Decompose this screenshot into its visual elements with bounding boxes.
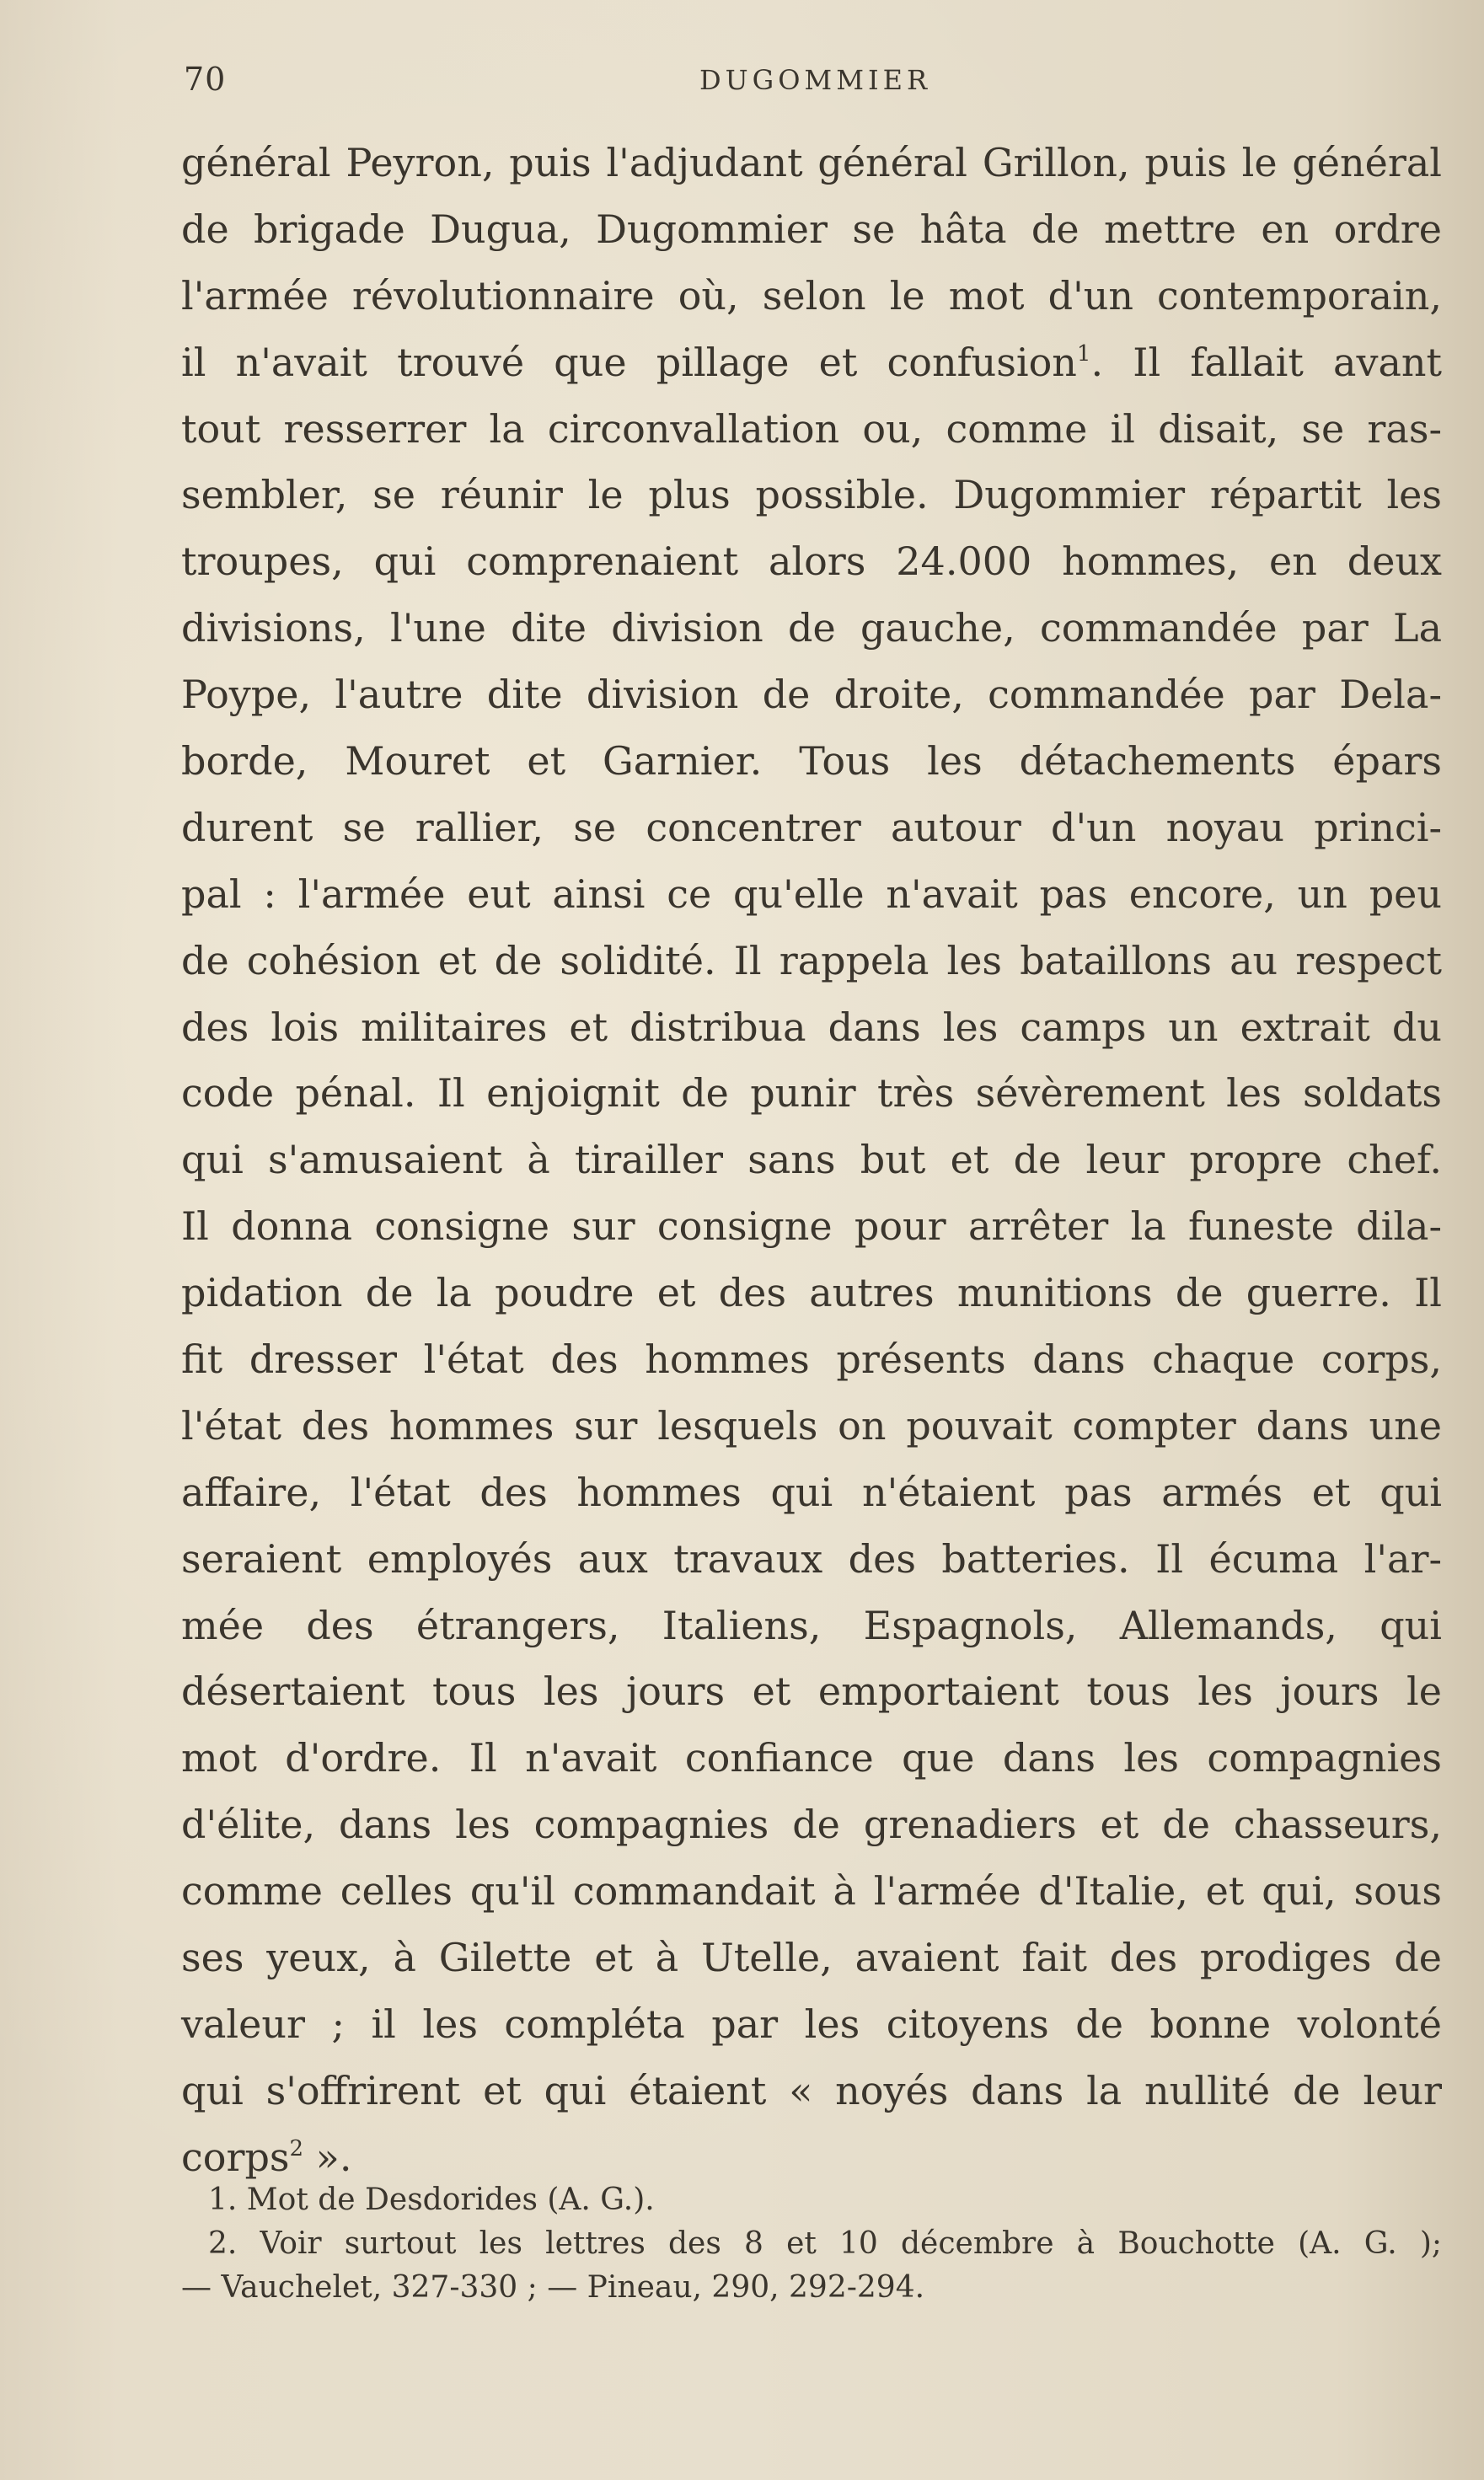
text-line: désertaient tous les jours et emportaient tous les jours le	[181, 1669, 1442, 1715]
text-line: de brigade Dugua, Dugommier se hâta de mettre en ordre	[181, 206, 1442, 252]
running-title: DUGOMMIER	[699, 64, 932, 96]
text-line: valeur ; il les compléta par les citoyens de bonne volonté	[181, 2001, 1442, 2047]
footnote-ref-1: 1	[1076, 340, 1091, 367]
text-line-start: il n'avait trouvé que pillage et confusion	[181, 339, 1077, 385]
text-line: Poype, l'autre dite division de droite, commandée par Dela-	[181, 672, 1442, 718]
text-line: code pénal. Il enjoignit de punir très sévèrement les soldats	[181, 1070, 1442, 1117]
text-line: pidation de la poudre et des autres munitions de guerre. Il	[181, 1270, 1442, 1316]
text-line: affaire, l'état des hommes qui n'étaient pas armés et qui	[181, 1469, 1442, 1515]
text-line-tail: . Il fallait avant	[1090, 339, 1442, 385]
text-line: ses yeux, à Gilette et à Utelle, avaient fait des prodiges de	[181, 1935, 1442, 1981]
text-line: tout resserrer la circonvallation ou, comme il disait, se ras-	[181, 405, 1442, 452]
text-line-start: corps	[181, 2134, 290, 2180]
footnotes	[181, 2178, 1442, 2310]
text-line: comme celles qu'il commandait à l'armée d'Italie, et qui, sous	[181, 1868, 1442, 1915]
text-line: des lois militaires et distribua dans les camps un extrait du	[181, 1004, 1442, 1050]
page-number: 70	[184, 61, 227, 98]
body-text	[181, 130, 1442, 2191]
text-line: divisions, l'une dite division de gauche, commandée par La	[181, 605, 1442, 651]
text-line: qui s'offrirent et qui étaient « noyés dans la nullité de leur	[181, 2067, 1442, 2113]
text-line: sembler, se réunir le plus possible. Dugommier répartit les	[181, 472, 1442, 518]
text-line: l'état des hommes sur lesquels on pouvait compter dans une	[181, 1402, 1442, 1449]
text-line: général Peyron, puis l'adjudant général Grillon, puis le général	[181, 140, 1442, 185]
footnote-1: 1. Mot de Desdorides (A. G.).	[208, 2183, 655, 2217]
footnote-ref-2: 2	[289, 2135, 304, 2161]
text-line: pal : l'armée eut ainsi ce qu'elle n'avait pas encore, un peu	[181, 870, 1442, 917]
text-line-tail: ».	[303, 2134, 352, 2180]
text-line: Il donna consigne sur consigne pour arrêter la funeste dila-	[181, 1203, 1442, 1250]
running-head	[0, 61, 1484, 103]
text-line-with-note	[181, 329, 1442, 396]
text-line: qui s'amusaient à tirailler sans but et de leur propre chef.	[181, 1137, 1442, 1183]
text-line: mée des étrangers, Italiens, Espagnols, Allemands, qui	[181, 1602, 1442, 1648]
text-line: d'élite, dans les compagnies de grenadiers et de chasseurs,	[181, 1802, 1442, 1848]
text-line: durent se rallier, se concentrer autour d'un noyau princi-	[181, 804, 1442, 850]
footnote-2-line-2: — Vauchelet, 327-330 ; — Pineau, 290, 292-294.	[181, 2270, 925, 2305]
text-line: mot d'ordre. Il n'avait confiance que dans les compagnies	[181, 1735, 1442, 1781]
text-line: fit dresser l'état des hommes présents dans chaque corps,	[181, 1336, 1442, 1383]
footnote-2-line-1: 2. Voir surtout les lettres des 8 et 10 décembre à Bouchotte (A. G. );	[208, 2226, 1442, 2261]
text-line: seraient employés aux travaux des batteries. Il écuma l'ar-	[181, 1535, 1442, 1582]
text-line: borde, Mouret et Garnier. Tous les détachements épars	[181, 738, 1442, 785]
text-line: de cohésion et de solidité. Il rappela les bataillons au respect	[181, 937, 1442, 983]
text-line: l'armée révolutionnaire où, selon le mot d'un contemporain,	[181, 272, 1442, 319]
text-line: troupes, qui comprenaient alors 24.000 hommes, en deux	[181, 538, 1442, 585]
